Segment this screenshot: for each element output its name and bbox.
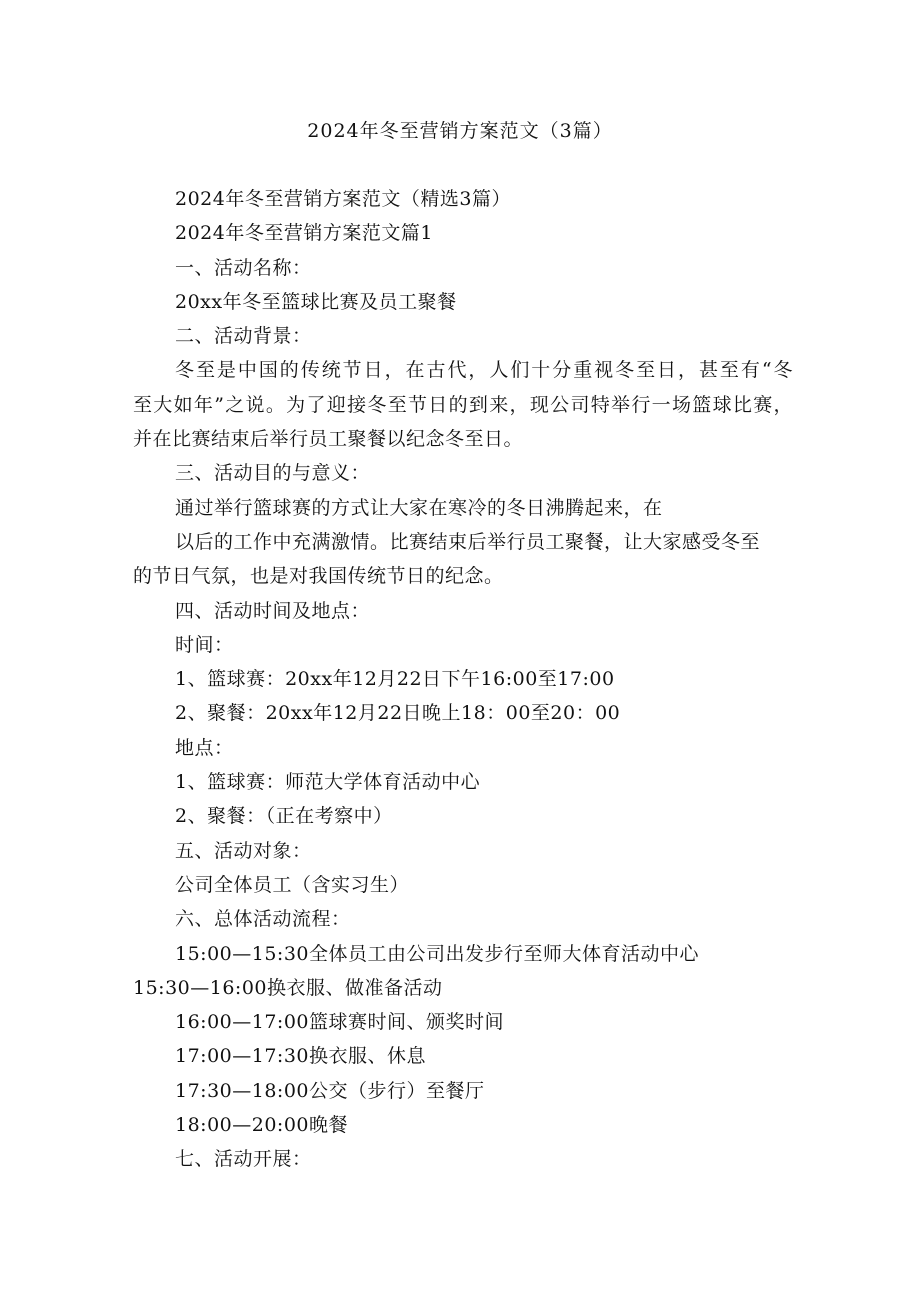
paragraph-line: 以后的工作中充满激情。比赛结束后举行员工聚餐，让大家感受冬至 [175,530,761,553]
paragraph-line: 至大如年”之说。为了迎接冬至节日的到来，现公司特举行一场篮球比赛， [133,393,793,416]
schedule-line: 15:30—16:00换衣服、做准备活动 [133,976,443,999]
schedule-line: 17:30—18:00公交（步行）至餐厅 [175,1079,485,1102]
paragraph-line: 时间： [175,633,234,656]
paragraph-line: 2、聚餐：（正在考察中） [175,805,393,828]
section-heading-time-place: 四、活动时间及地点： [175,599,371,622]
document-title: 2024年冬至营销方案范文（3篇） [307,120,613,142]
section-heading-purpose: 三、活动目的与意义： [175,462,371,485]
paragraph-line: 通过举行篮球赛的方式让大家在寒冷的冬日沸腾起来，在 [175,496,663,519]
paragraph-line: 2、聚餐：20xx年12月22日晚上18：00至20：00 [175,702,621,725]
paragraph-line: 冬至是中国的传统节日，在古代，人们十分重视冬至日，甚至有“冬 [175,359,793,382]
paragraph-line: 并在比赛结束后举行员工聚餐以纪念冬至日。 [133,428,524,451]
document-body [133,182,793,1177]
paragraph-line: 20xx年冬至篮球比赛及员工聚餐 [175,290,457,313]
paragraph-line: 地点： [175,736,234,759]
paragraph-line: 1、篮球赛：师范大学体育活动中心 [175,771,481,794]
section-heading-process: 六、总体活动流程： [175,908,351,931]
paragraph-line: 的节日气氛，也是对我国传统节日的纪念。 [133,565,504,588]
schedule-line: 16:00—17:00篮球赛时间、颁奖时间 [175,1011,505,1034]
schedule-line: 18:00—20:00晚餐 [175,1114,349,1137]
paragraph-line: 1、篮球赛：20xx年12月22日下午16:00至17:00 [175,668,615,691]
chapter-heading: 2024年冬至营销方案范文篇1 [175,222,433,245]
schedule-line: 17:00—17:30换衣服、休息 [175,1045,427,1068]
section-heading-name: 一、活动名称： [175,256,312,279]
paragraph-line: 公司全体员工（含实习生） [175,873,410,896]
section-heading-audience: 五、活动对象： [175,839,312,862]
subtitle-line: 2024年冬至营销方案范文（精选3篇） [175,188,511,210]
section-heading-execution: 七、活动开展： [175,1148,312,1171]
schedule-line: 15:00—15:30全体员工由公司出发步行至师大体育活动中心 [175,942,700,965]
section-heading-background: 二、活动背景： [175,325,312,348]
